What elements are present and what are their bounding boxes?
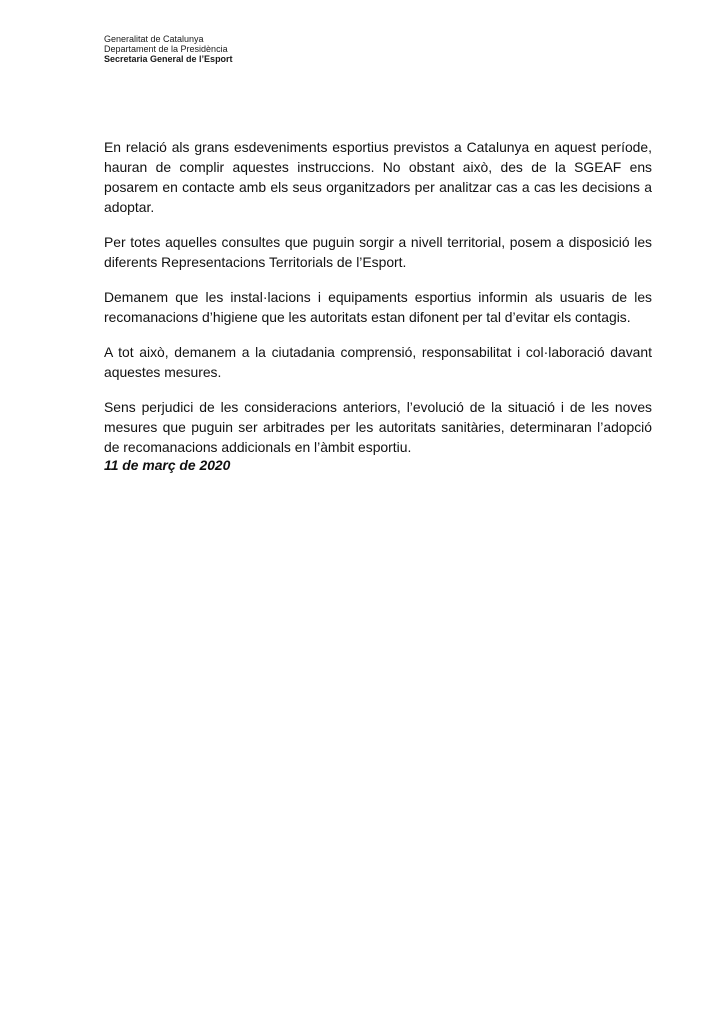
organization-block xyxy=(104,34,233,64)
paragraph-territorial: Per totes aquelles consultes que puguin sorgir a nivell territorial, posem a disposició les diferents Representacions Territorials de l’Esport. xyxy=(104,234,652,270)
paragraph-events: En relació als grans esdeveniments esportius previstos a Catalunya en aquest període, hauran de complir aquestes instruccions. No obstant això, des de la SGEAF ens posarem en contacte amb els seus organitzadors per analitzar cas a cas les decisions a adoptar. xyxy=(104,139,652,215)
paragraph-citizens: A tot això, demanem a la ciutadania comprensió, responsabilitat i col·laboració davant aquestes mesures. xyxy=(104,344,652,380)
secretariat-name: Secretaria General de l’Esport xyxy=(104,54,233,64)
generalitat-logo-icon xyxy=(44,34,96,66)
letterhead xyxy=(44,34,233,66)
document-body xyxy=(104,137,652,472)
department-name: Departament de la Presidència xyxy=(104,44,228,54)
paragraph-facilities: Demanem que les instal·lacions i equipaments esportius informin als usuaris de les recomanacions d’higiene que les autoritats estan difonent per tal d’evitar els contagis. xyxy=(104,289,652,325)
org-name: Generalitat de Catalunya xyxy=(104,34,204,44)
paragraph-evolution: Sens perjudici de les consideracions anteriors, l’evolució de la situació i de les noves mesures que puguin ser arbitrades per les autoritats sanitàries, determinaran l’adopció de recomanacions addicionals en l’àmbit esportiu. xyxy=(104,399,652,455)
document-date: 11 de març de 2020 xyxy=(104,457,231,473)
